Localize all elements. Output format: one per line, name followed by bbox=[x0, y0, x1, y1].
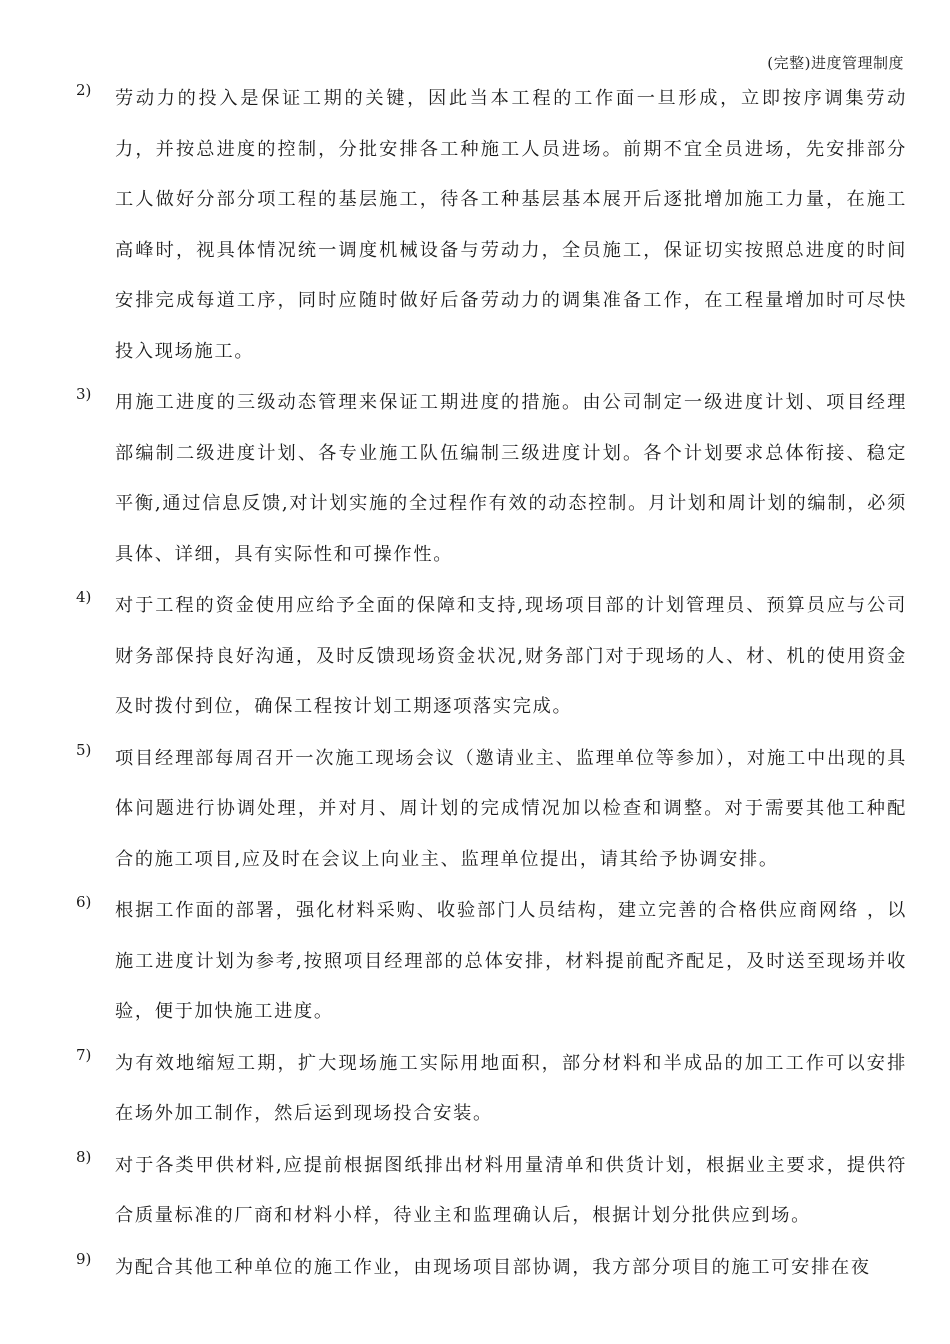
list-item bbox=[0, 74, 950, 377]
item-paragraph: 根据工作面的部署，强化材料采购、收验部门人员结构，建立完善的合格供应商网络 ，以施工进度计划为参考,按照项目经理部的总体安排，材料提前配齐配足，及时送至现场并收验，便于加快施工进度。 bbox=[115, 900, 907, 1022]
item-number: 9) bbox=[76, 1249, 92, 1268]
item-paragraph: 为配合其他工种单位的施工作业，由现场项目部协调，我方部分项目的施工可安排在夜 bbox=[115, 1256, 871, 1278]
list-item bbox=[0, 886, 950, 1038]
item-paragraph: 用施工进度的三级动态管理来保证工期进度的措施。由公司制定一级进度计划、项目经理部编制二级进度计划、各专业施工队伍编制三级进度计划。各个计划要求总体衔接、稳定平衡,通过信息反馈,对计划实施的全过程作有效的动态控制。月计划和周计划的编制，必须具体、详细，具有实际性和可操作性。 bbox=[115, 392, 907, 565]
running-header: (完整)进度管理制度 bbox=[767, 54, 904, 72]
list-item bbox=[0, 1141, 950, 1242]
item-paragraph: 劳动力的投入是保证工期的关键，因此当本工程的工作面一旦形成，立即按序调集劳动力，并按总进度的控制，分批安排各工种施工人员进场。前期不宜全员进场，先安排部分工人做好分部分项工程的基层施工，待各工种基层基本展开后逐批增加施工力量，在施工高峰时，视具体情况统一调度机械设备与劳动力，全员施工，保证切实按照总进度的时间安排完成每道工序，同时应随时做好后备劳动力的调集准备工作，在工程量增加时可尽快投入现场施工。 bbox=[115, 88, 907, 362]
item-number: 5) bbox=[76, 740, 92, 759]
item-number: 8) bbox=[76, 1147, 92, 1166]
list-item bbox=[0, 378, 950, 580]
item-number: 3) bbox=[76, 385, 92, 403]
item-paragraph: 为有效地缩短工期，扩大现场施工实际用地面积，部分材料和半成品的加工工作可以安排在场外加工制作，然后运到现场投合安装。 bbox=[115, 1052, 907, 1124]
item-paragraph: 对于工程的资金使用应给予全面的保障和支持,现场项目部的计划管理员、预算员应与公司财务部保持良好沟通，及时反馈现场资金状况,财务部门对于现场的人、材、机的使用资金及时拨付到位，确保工程按计划工期逐项落实完成。 bbox=[115, 595, 907, 717]
list-item bbox=[0, 1039, 950, 1140]
list-item bbox=[0, 734, 950, 886]
item-number: 7) bbox=[76, 1045, 92, 1064]
item-number: 6) bbox=[76, 893, 92, 911]
item-paragraph: 项目经理部每周召开一次施工现场会议（邀请业主、监理单位等参加），对施工中出现的具体问题进行协调处理，并对月、周计划的完成情况加以检查和调整。对于需要其他工种配合的施工项目,应及时在会议上向业主、监理单位提出，请其给予协调安排。 bbox=[115, 747, 907, 870]
item-paragraph: 对于各类甲供材料,应提前根据图纸排出材料用量清单和供货计划，根据业主要求，提供符合质量标准的厂商和材料小样，待业主和监理确认后，根据计划分批供应到场。 bbox=[115, 1154, 907, 1226]
item-number: 2) bbox=[76, 81, 92, 99]
numbered-list bbox=[0, 74, 950, 1294]
list-item bbox=[0, 1243, 950, 1294]
list-item bbox=[0, 581, 950, 733]
item-number: 4) bbox=[76, 588, 92, 606]
